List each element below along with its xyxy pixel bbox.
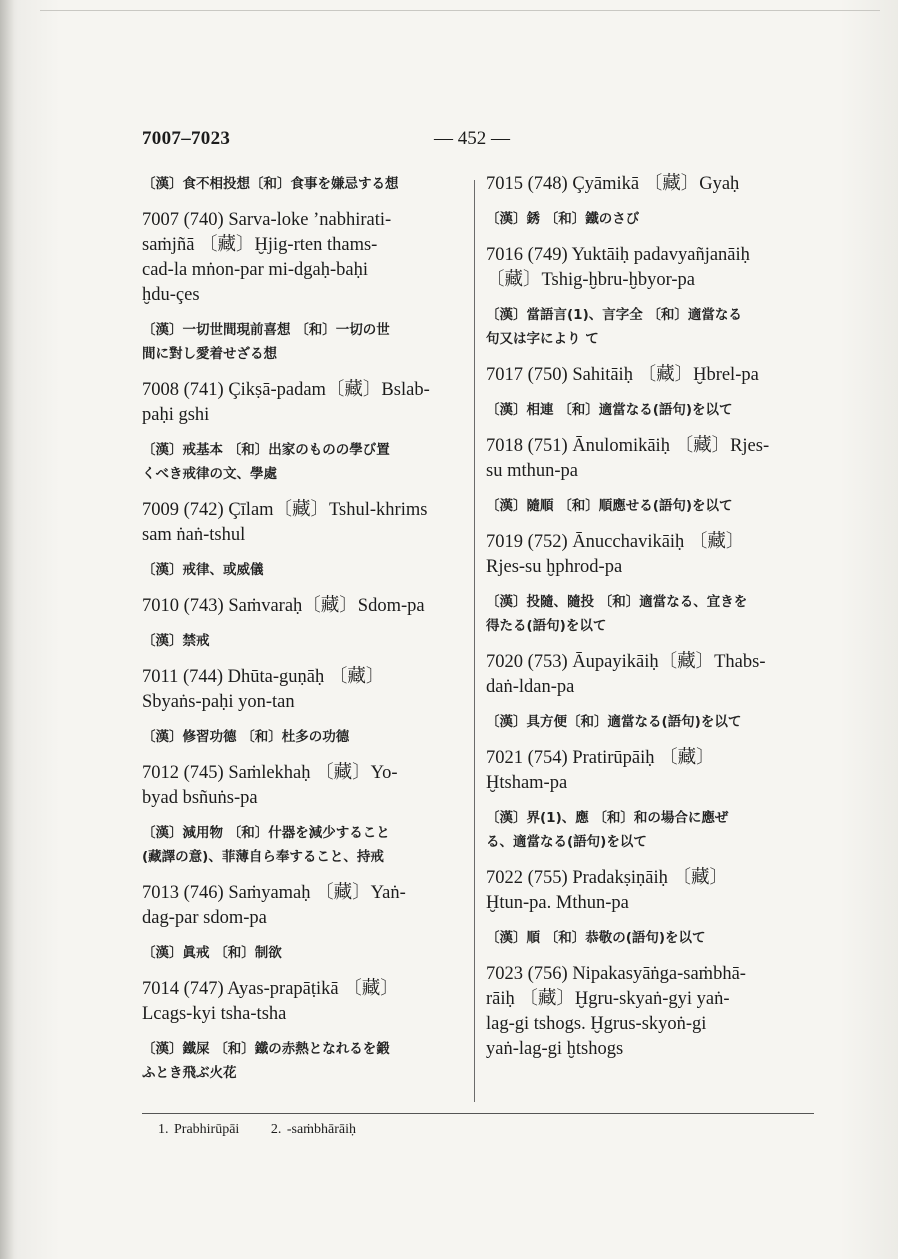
japanese-gloss: 〔漢〕眞戒 〔和〕制欲 [142,945,282,961]
footnotes [158,1122,382,1138]
dictionary-entry: 7012 (745) Saṁlekhaḥ 〔藏〕Yo- byad bsñuṅs-pa [142,763,398,808]
dictionary-entry: 7014 (747) Ayas-prapāṭikā 〔藏〕 Lcags-kyi tsha-tsha [142,979,399,1024]
footnote-2: 2. -saṁbhārāiḥ [270,1122,357,1137]
entry-range-header: 7007–7023 [142,128,231,149]
left-column [142,172,474,1097]
japanese-gloss: 〔漢〕鐵屎 〔和〕鐵の赤熱となれるを鍛 ふとき飛ぶ火花 [142,1041,390,1081]
dictionary-entry: 7016 (749) Yuktāiḥ padavyañjanāiḥ 〔藏〕Tshig-ḫbru-ḫbyor-pa [486,245,750,290]
dictionary-entry: 7017 (750) Sahitāiḥ 〔藏〕Ḫbrel-pa [486,365,759,385]
japanese-gloss: 〔漢〕相連 〔和〕適當なる(語句)を以て [486,402,733,418]
dictionary-entry: 7011 (744) Dhūta-guṇāḥ 〔藏〕 Sbyaṅs-paḥi yon-tan [142,667,385,712]
dictionary-entry: 7008 (741) Çikṣā-padam〔藏〕Bslab- paḥi gshi [142,380,430,425]
book-gutter [0,0,14,1259]
dictionary-entry: 7023 (756) Nipakasyāṅga-saṁbhā- rāiḥ 〔藏〕Ḫgru-skyaṅ-gyi yaṅ- lag-gi tshogs. Ḫgrus-skyoṅ-gi yaṅ-lag-gi ḫtshogs [486,964,746,1059]
dictionary-entry: 7018 (751) Ānulomikāiḥ 〔藏〕Rjes- su mthun-pa [486,436,770,481]
japanese-gloss: 〔漢〕銹 〔和〕鐵のさび [486,211,640,227]
japanese-gloss: 〔漢〕食不相投想〔和〕食事を嫌忌する想 [142,176,399,192]
footnote-rule [142,1113,814,1114]
dictionary-entry: 7007 (740) Sarva-loke ’nabhirati- saṁjñā 〔藏〕Ḫjig-rten thams- cad-la mṅon-par mi-dgaḥ-baḥi ḫdu-çes [142,210,392,305]
dictionary-entry: 7021 (754) Pratirūpāiḥ 〔藏〕 Ḫtsham-pa [486,748,715,793]
japanese-gloss: 〔漢〕減用物 〔和〕什器を減少すること (藏譯の意)、菲薄自ら奉すること、持戒 [142,825,390,865]
dictionary-entry: 7022 (755) Pradakṣiṇāiḥ 〔藏〕 Ḫtun-pa. Mthun-pa [486,868,729,913]
japanese-gloss: 〔漢〕隨順 〔和〕順應せる(語句)を以て [486,498,733,514]
right-column [486,172,818,1072]
dictionary-entry: 7009 (742) Çīlam〔藏〕Tshul-khrims sam ṅaṅ-tshul [142,500,428,545]
top-edge-line [40,10,880,11]
dictionary-entry: 7020 (753) Āupayikāiḥ〔藏〕Thabs- daṅ-ldan-pa [486,652,766,697]
japanese-gloss: 〔漢〕當語言(1)、言字全 〔和〕適當なる 句又は字により て [486,307,742,347]
dictionary-entry: 7010 (743) Saṁvaraḥ〔藏〕Sdom-pa [142,596,425,616]
dictionary-entry: 7015 (748) Çyāmikā 〔藏〕Gyaḥ [486,174,740,194]
japanese-gloss: 〔漢〕具方便〔和〕適當なる(語句)を以て [486,714,742,730]
japanese-gloss: 〔漢〕修習功德 〔和〕杜多の功德 [142,729,350,745]
japanese-gloss: 〔漢〕戒律、或威儀 [142,562,264,578]
dictionary-entry: 7019 (752) Ānucchavikāiḥ 〔藏〕 Rjes-su ḫphrod-pa [486,532,745,577]
japanese-gloss: 〔漢〕一切世間現前喜想 〔和〕一切の世 間に對し愛着せざる想 [142,322,390,362]
footnote-1: 1. Prabhirūpāi [158,1122,240,1137]
japanese-gloss: 〔漢〕界(1)、應 〔和〕和の場合に應ぜ る、適當なる(語句)を以て [486,810,729,850]
japanese-gloss: 〔漢〕戒基本 〔和〕出家のものの學び置 くべき戒律の文、學處 [142,442,390,482]
japanese-gloss: 〔漢〕禁戒 [142,633,210,649]
page-number: — 452 — [434,128,510,149]
dictionary-entry: 7013 (746) Saṁyamaḥ 〔藏〕Yaṅ- dag-par sdom-pa [142,883,406,928]
column-divider [474,180,475,1102]
japanese-gloss: 〔漢〕投隨、隨投 〔和〕適當なる、宜きを 得たる(語句)を以て [486,594,748,634]
japanese-gloss: 〔漢〕順 〔和〕恭敬の(語句)を以て [486,930,706,946]
